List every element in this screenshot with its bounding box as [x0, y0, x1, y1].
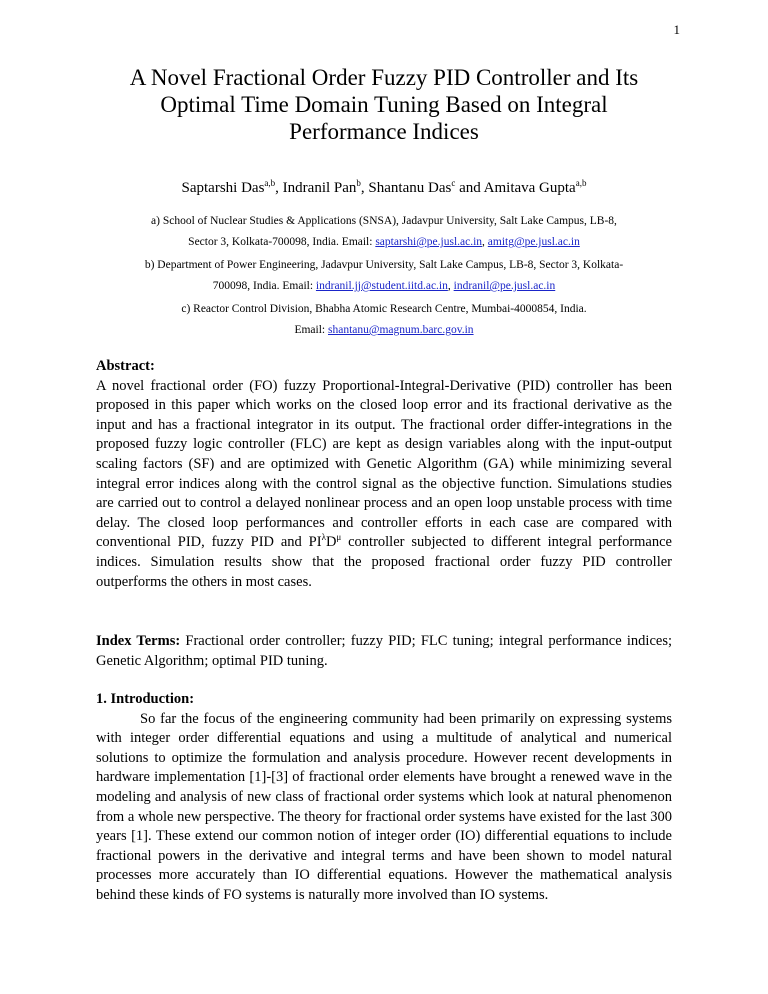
- author-separator: ,: [275, 180, 283, 196]
- author-affiliation-mark: c: [451, 178, 456, 188]
- author-separator: and: [455, 180, 484, 196]
- abstract-section: [96, 357, 672, 592]
- abstract-text: A novel fractional order (FO) fuzzy Proportional-Integral-Derivative (PID) controller has been proposed in this paper which works on the closed loop error and its fractional derivative as the input and has a fractional integrator in its output. The fractional order differ-integrations in the proposed fuzzy logic controller (FLC) are kept as design variables along with the input-output scaling factors (SF) and are optimized with Genetic Algorithm (GA) while minimizing several integral error indices along with the control signal as the objective function. Simulations studies are carried out to control a delayed nonlinear process and an open loop unstable process with time delay. The closed loop performances and controller efforts in each case are compared with conventional PID, fuzzy PID and PI: [96, 377, 672, 551]
- email-link[interactable]: indranil.jj@student.iitd.ac.in: [315, 280, 448, 292]
- introduction-section: [96, 690, 672, 906]
- author-name: Shantanu Das: [368, 180, 452, 196]
- affiliation-b-line1: b) Department of Power Engineering, Jadavpur University, Salt Lake Campus, LB-8, Sector 3, Kolkata-: [144, 259, 624, 271]
- page-number: 1: [673, 22, 680, 37]
- abstract-heading: Abstract:: [96, 358, 155, 374]
- abstract-text-d: D: [325, 534, 337, 551]
- introduction-heading: 1. Introduction:: [96, 691, 195, 707]
- index-terms: [96, 632, 672, 671]
- mu-superscript: μ: [336, 532, 342, 543]
- affiliation-b-line2: [96, 276, 672, 297]
- affiliation-b: [96, 255, 672, 297]
- author-separator: ,: [360, 180, 369, 196]
- email-separator: ,: [482, 236, 488, 248]
- author-name: Saptarshi Das: [181, 180, 265, 196]
- affiliation-a-line2: [96, 232, 672, 253]
- affiliation-a-line1: a) School of Nuclear Studies & Applications (SNSA), Jadavpur University, Salt Lake Campus, LB-8,: [151, 215, 617, 227]
- affiliation-c-line1: c) Reactor Control Division, Bhabha Atomic Research Centre, Mumbai-4000854, India.: [181, 303, 587, 315]
- lambda-superscript: λ: [321, 532, 326, 543]
- paper-title: A Novel Fractional Order Fuzzy PID Controller and Its Optimal Time Domain Tuning Based on Integral Performance Indices: [129, 65, 639, 144]
- author-affiliation-mark: a,b: [264, 178, 276, 188]
- affiliation-c-email-label: Email:: [294, 324, 328, 336]
- author-affiliation-mark: a,b: [575, 178, 587, 188]
- email-link[interactable]: saptarshi@pe.jusl.ac.in: [375, 236, 483, 248]
- email-link[interactable]: indranil@pe.jusl.ac.in: [453, 280, 556, 292]
- affiliation-a: [96, 211, 672, 253]
- affiliation-b-email-label: 700098, India. Email:: [212, 280, 316, 292]
- abstract-text: controller subjected to different integral performance indices. Simulation results show that the proposed fractional order fuzzy PID controller outperforms the others in most cases.: [96, 534, 672, 590]
- index-terms-label: Index Terms:: [96, 633, 181, 649]
- introduction-body: So far the focus of the engineering community had been primarily on expressing systems with integer order differential equations and using a multitude of analytical and numerical solutions to optimize the formulation and analysis procedure. However recent developments in hardware implementation [1]-[3] of fractional order elements have brought a renewed wave in the modeling and analysis of new class of fractional order systems which look at natural phenomenon from a whole new perspective. The theory for fractional order systems have existed for the last 300 years [1]. These extend our common notion of integer order (IO) differential equations to include fractional powers in the derivative and integral terms and have been shown to model natural processes more accurately than IO differential equations. However the mathematical analysis behind these kinds of FO systems is naturally more involved than IO systems.: [96, 710, 672, 903]
- abstract-body: [96, 377, 672, 593]
- author-name: Indranil Pan: [282, 180, 357, 196]
- author-name: Amitava Gupta: [483, 180, 576, 196]
- author-line: [100, 180, 668, 197]
- index-terms-text: Fractional order controller; fuzzy PID; FLC tuning; integral performance indices; Genetic Algorithm; optimal PID tuning.: [96, 633, 672, 669]
- email-link[interactable]: shantanu@magnum.barc.gov.in: [327, 324, 474, 336]
- affiliation-c-line2: [96, 320, 672, 341]
- email-link[interactable]: amitg@pe.jusl.ac.in: [487, 236, 580, 248]
- author-affiliation-mark: b: [356, 178, 361, 188]
- affiliation-a-email-label: Sector 3, Kolkata-700098, India. Email:: [188, 236, 376, 248]
- email-separator: ,: [447, 280, 454, 292]
- affiliation-c: [96, 299, 672, 341]
